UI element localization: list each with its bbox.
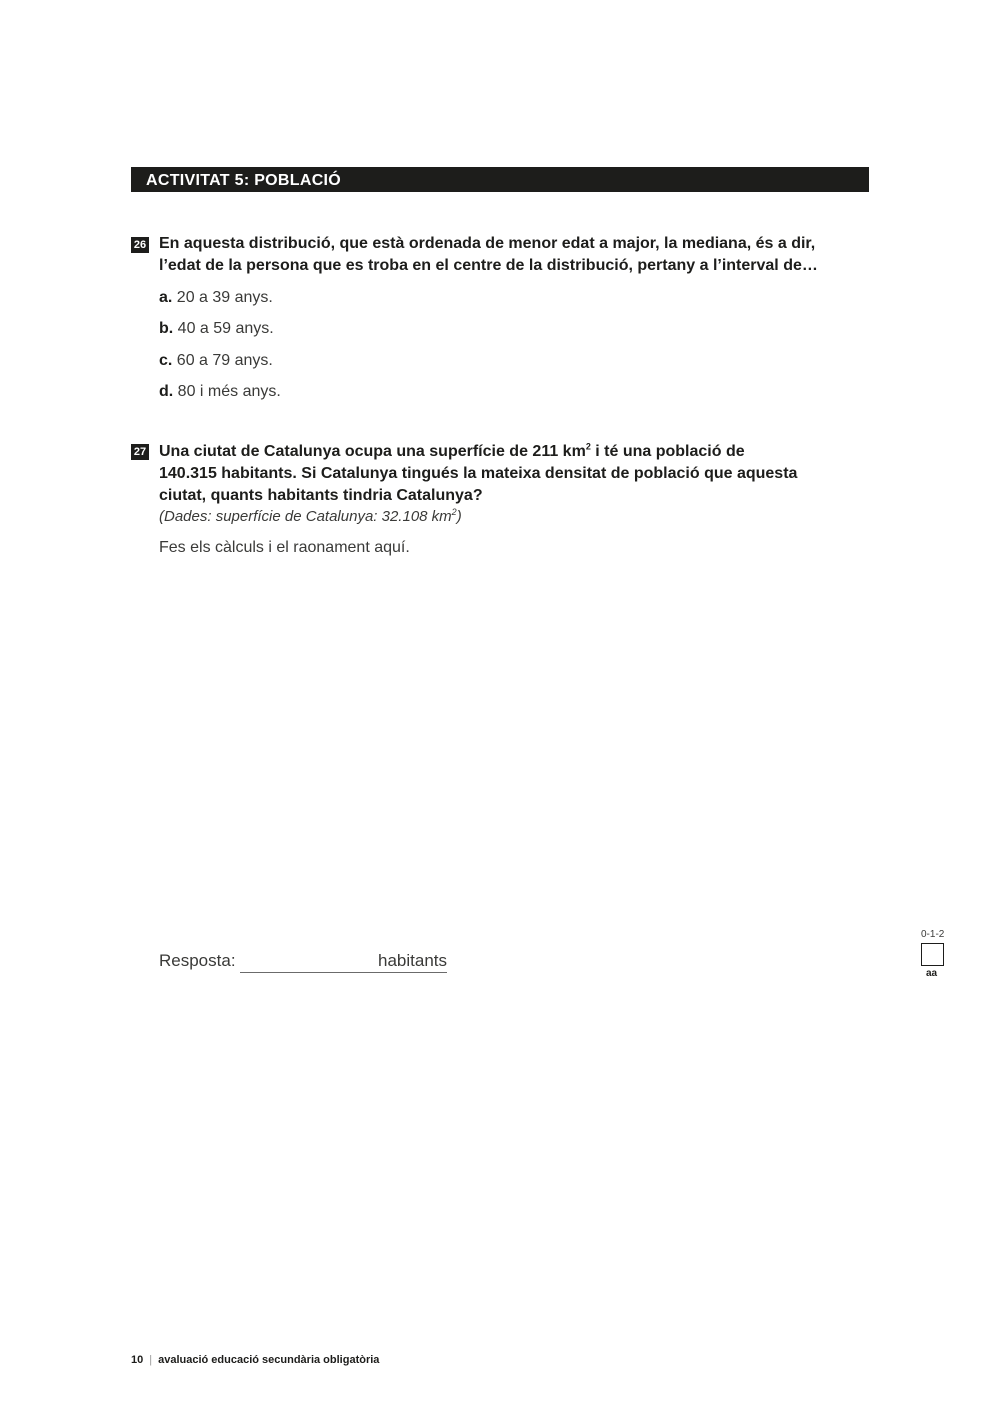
data-note-b: ) [456, 508, 462, 525]
question-26-line-1: En aquesta distribució, que està ordenada de menor edat a major, la mediana, és a dir, [159, 235, 816, 252]
option-c[interactable] [159, 352, 273, 370]
data-note-a: (Dades: superfície de Catalunya: 32.108 km [159, 508, 452, 525]
option-b[interactable] [159, 320, 274, 338]
question-number-26: 26 [131, 237, 149, 253]
footer-separator: | [149, 1354, 153, 1366]
work-prompt: Fes els càlculs i el raonament aquí. [159, 539, 410, 556]
score-scale: 0-1-2 [921, 929, 945, 940]
superscript: 2 [451, 507, 457, 517]
option-letter: b. [159, 320, 174, 337]
superscript: 2 [585, 441, 591, 452]
question-27-line-1a: Una ciutat de Catalunya ocupa una superfície de 211 km [159, 443, 586, 460]
question-26-text [159, 233, 818, 277]
footer-text: avaluació educació secundària obligatòria [158, 1354, 380, 1366]
page-footer [131, 1354, 379, 1366]
answer-unit: habitants [378, 951, 447, 970]
score-box[interactable] [921, 943, 944, 966]
question-27-line-2: 140.315 habitants. Si Catalunya tingués la mateixa densitat de població que aquesta [159, 465, 798, 482]
page-number: 10 [131, 1354, 144, 1366]
option-text: 20 a 39 anys. [176, 289, 273, 306]
question-27-line-1b: i té una població de [590, 443, 745, 460]
question-27-text [159, 441, 797, 507]
option-letter: a. [159, 289, 173, 306]
question-27-line-3: ciutat, quants habitants tindria Catalunya? [159, 487, 483, 504]
question-26-line-2: l’edat de la persona que es troba en el centre de la distribució, pertany a l’interval de… [159, 257, 818, 274]
option-text: 80 i més anys. [177, 383, 281, 400]
option-d[interactable] [159, 383, 281, 401]
option-a[interactable] [159, 289, 273, 307]
answer-field[interactable] [240, 951, 447, 973]
answer-label: Resposta: [159, 951, 236, 970]
score-code: aa [926, 968, 938, 979]
option-text: 60 a 79 anys. [176, 352, 273, 369]
option-letter: d. [159, 383, 174, 400]
activity-title: ACTIVITAT 5: POBLACIÓ [131, 167, 869, 192]
option-text: 40 a 59 anys. [177, 320, 274, 337]
question-27-line-1 [159, 441, 797, 463]
data-note [159, 508, 462, 525]
question-number-27: 27 [131, 444, 149, 460]
option-letter: c. [159, 352, 173, 369]
